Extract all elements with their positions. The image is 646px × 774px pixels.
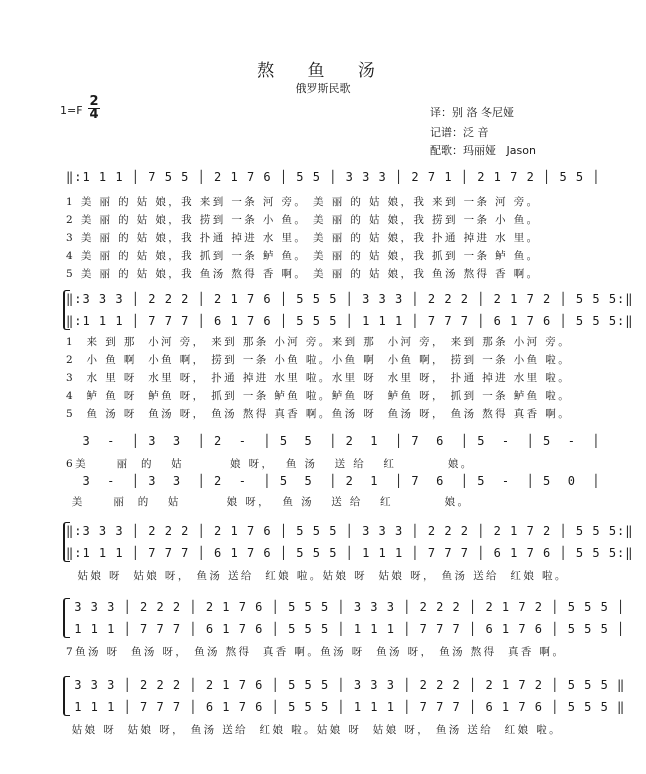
meter-top: 2 (89, 94, 99, 109)
meter-bottom: 4 (89, 107, 99, 122)
notes-upper-5: 3 3 3 │ 2 2 2 │ 2 1 7 6 │ 5 5 5 │ 3 3 3 │ 2 2 2 │ 2 1 7 2 │ 5 5 5 │ (66, 600, 626, 614)
song-origin: 俄罗斯民歌 (295, 82, 351, 95)
notes-lower-4: ‖:1 1 1 │ 7 7 7 │ 6 1 7 6 │ 5 5 5 │ 1 1 1 │ 7 7 7 │ 6 1 7 6 │ 5 5 5:‖ (66, 546, 634, 560)
chorus-verse-2: 2 小 鱼 啊 小鱼 啊， 捞到 一条 小鱼 啦。小鱼 啊 小鱼 啊， 捞到 一条 小鱼 啦。 (66, 354, 572, 366)
time-signature (88, 96, 100, 121)
verse-1-line: 1 美 丽 的 姑 娘，我 来到 一条 河 旁。 美 丽 的 姑 娘，我 来到 一条 河 旁。 (66, 196, 540, 208)
lyric-line-4: 姑娘 呀 姑娘 呀， 鱼汤 送给 红娘 啦。姑娘 呀 姑娘 呀， 鱼汤 送给 红娘 啦。 (66, 570, 568, 582)
notes-lower-5: 1 1 1 │ 7 7 7 │ 6 1 7 6 │ 5 5 5 │ 1 1 1 │ 7 7 7 │ 6 1 7 6 │ 5 5 5 │ (66, 622, 626, 636)
notes-upper-6: 3 3 3 │ 2 2 2 │ 2 1 7 6 │ 5 5 5 │ 3 3 3 │ 2 2 2 │ 2 1 7 2 │ 5 5 5 ‖ (66, 678, 626, 692)
chorus-verse-1: 1 来 到 那 小河 旁， 来到 那条 小河 旁。来到 那 小河 旁， 来到 那条 小河 旁。 (66, 336, 572, 348)
notes-upper-2: ‖:3 3 3 │ 2 2 2 │ 2 1 7 6 │ 5 5 5 │ 3 3 3 │ 2 2 2 │ 2 1 7 2 │ 5 5 5:‖ (66, 292, 634, 306)
verse-5-line: 5 美 丽 的 姑 娘，我 鱼汤 熬得 香 啊。 美 丽 的 姑 娘，我 鱼汤 熬得 香 啊。 (66, 268, 540, 280)
chorus-verse-3: 3 水 里 呀 水里 呀， 扑通 掉进 水里 啦。水里 呀 水里 呀， 扑通 掉进 水里 啦。 (66, 372, 572, 384)
chorus-verse-5: 5 鱼 汤 呀 鱼汤 呀， 鱼汤 熬得 真香 啊。鱼汤 呀 鱼汤 呀， 鱼汤 熬得 真香 啊。 (66, 408, 572, 420)
verse-4-line: 4 美 丽 的 姑 娘，我 抓到 一条 鲈 鱼。 美 丽 的 姑 娘，我 抓到 一条 鲈 鱼。 (66, 250, 540, 262)
lyric-line-3b: 美 丽 的 姑 娘 呀， 鱼 汤 送 给 红 娘。 (66, 496, 471, 508)
notes-lower-2: ‖:1 1 1 │ 7 7 7 │ 6 1 7 6 │ 5 5 5 │ 1 1 1 │ 7 7 7 │ 6 1 7 6 │ 5 5 5:‖ (66, 314, 634, 328)
song-title: 熬 鱼 汤 (257, 61, 389, 81)
notes-line-3a: 3 - │ 3 3 │ 2 - │ 5 5 │ 2 1 │ 7 6 │ 5 - │ 5 - │ (66, 434, 601, 448)
vocal-credit (430, 142, 536, 158)
vocal-name: Jason (506, 144, 536, 157)
lyric-line-3a: 6美 丽 的 姑 娘 呀， 鱼 汤 送 给 红 娘。 (66, 458, 474, 470)
notes-line-3b: 3 - │ 3 3 │ 2 - │ 5 5 │ 2 1 │ 7 6 │ 5 - │ 5 0 │ (66, 474, 601, 488)
translator-credit: 译：别 洛 冬尼娅 (430, 106, 514, 119)
vocal-prefix: 配歌：玛丽娅 (430, 144, 496, 157)
notes-line-1: ‖:1 1 1 │ 7 5 5 │ 2 1 7 6 │ 5 5 │ 3 3 3 │ 2 7 1 │ 2 1 7 2 │ 5 5 │ (66, 170, 601, 184)
verse-3-line: 3 美 丽 的 姑 娘，我 扑通 掉进 水 里。 美 丽 的 姑 娘，我 扑通 掉进 水 里。 (66, 232, 540, 244)
notation-credit: 记谱：泛 音 (430, 126, 489, 139)
lyric-line-6: 姑娘 呀 姑娘 呀， 鱼汤 送给 红娘 啦。姑娘 呀 姑娘 呀， 鱼汤 送给 红娘 啦。 (66, 724, 563, 736)
verse-2-line: 2 美 丽 的 姑 娘，我 捞到 一条 小 鱼。 美 丽 的 姑 娘，我 捞到 一条 小 鱼。 (66, 214, 540, 226)
key-signature: 1=F (60, 104, 83, 117)
notes-upper-4: ‖:3 3 3 │ 2 2 2 │ 2 1 7 6 │ 5 5 5 │ 3 3 3 │ 2 2 2 │ 2 1 7 2 │ 5 5 5:‖ (66, 524, 634, 538)
notes-lower-6: 1 1 1 │ 7 7 7 │ 6 1 7 6 │ 5 5 5 │ 1 1 1 │ 7 7 7 │ 6 1 7 6 │ 5 5 5 ‖ (66, 700, 626, 714)
chorus-verse-4: 4 鲈 鱼 呀 鲈鱼 呀， 抓到 一条 鲈鱼 啦。鲈鱼 呀 鲈鱼 呀， 抓到 一条 鲈鱼 啦。 (66, 390, 572, 402)
lyric-line-5: 7鱼汤 呀 鱼汤 呀， 鱼汤 熬得 真香 啊。鱼汤 呀 鱼汤 呀， 鱼汤 熬得 真香 啊。 (66, 646, 566, 658)
